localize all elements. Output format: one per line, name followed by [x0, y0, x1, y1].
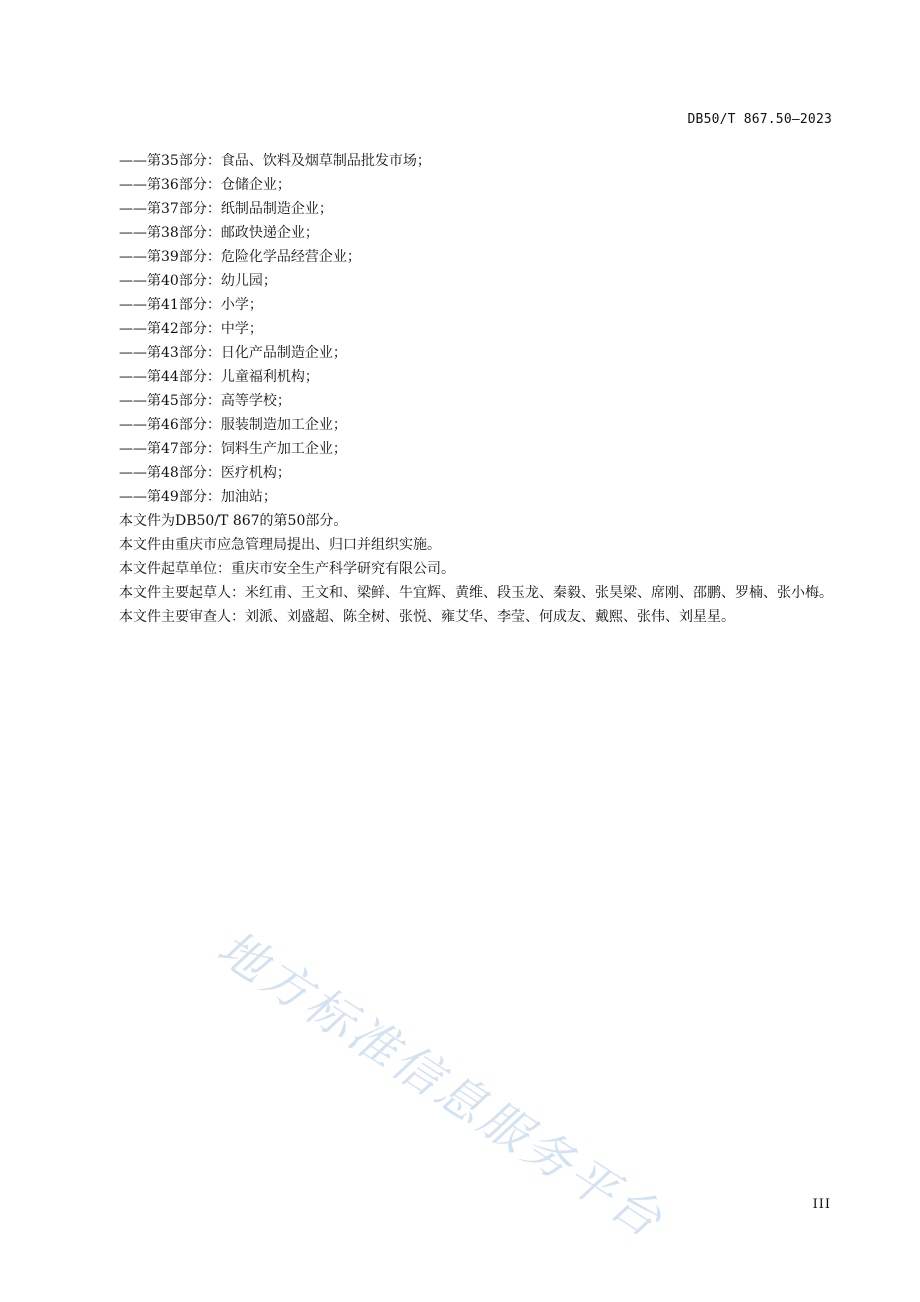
part-item-45: ——第45部分：高等学校； [119, 393, 291, 409]
part-item-38: ——第38部分：邮政快递企业； [119, 225, 319, 241]
part-statement-paragraph: 本文件为DB50/T 867的第50部分。 [119, 513, 348, 529]
reviewers-paragraph: 本文件主要审查人：刘派、刘盛超、陈全树、张悦、雍艾华、李莹、何成友、戴熙、张伟、刘星星。 [119, 609, 735, 625]
proposer-paragraph: 本文件由重庆市应急管理局提出、归口并组织实施。 [119, 537, 441, 553]
part-item-48: ——第48部分：医疗机构； [119, 465, 291, 481]
part-item-36: ——第36部分：仓储企业； [119, 177, 291, 193]
drafting-unit-paragraph: 本文件起草单位：重庆市安全生产科学研究有限公司。 [119, 561, 455, 577]
document-code: DB50/T 867.50—2023 [687, 112, 832, 127]
part-item-49: ——第49部分：加油站； [119, 489, 277, 505]
part-list [89, 149, 835, 509]
part-item-35: ——第35部分：食品、饮料及烟草制品批发市场； [119, 153, 431, 169]
page-number: III [812, 1197, 831, 1212]
part-item-43: ——第43部分：日化产品制造企业； [119, 345, 347, 361]
part-item-42: ——第42部分：中学； [119, 321, 263, 337]
part-item-46: ——第46部分：服装制造加工企业； [119, 417, 347, 433]
part-item-44: ——第44部分：儿童福利机构； [119, 369, 319, 385]
part-item-37: ——第37部分：纸制品制造企业； [119, 201, 333, 217]
drafters-paragraph: 本文件主要起草人：米红甫、王文和、梁鲜、牛宜辉、黄维、段玉龙、秦毅、张昊梁、席刚、邵鹏、罗楠、张小梅。 [119, 585, 833, 601]
part-item-40: ——第40部分：幼儿园； [119, 273, 277, 289]
part-item-39: ——第39部分：危险化学品经营企业； [119, 249, 361, 265]
document-body [89, 149, 835, 629]
watermark-text: 地方标准信息服务平台 [207, 919, 674, 1250]
part-item-47: ——第47部分：饲料生产加工企业； [119, 441, 347, 457]
part-item-41: ——第41部分：小学； [119, 297, 263, 313]
